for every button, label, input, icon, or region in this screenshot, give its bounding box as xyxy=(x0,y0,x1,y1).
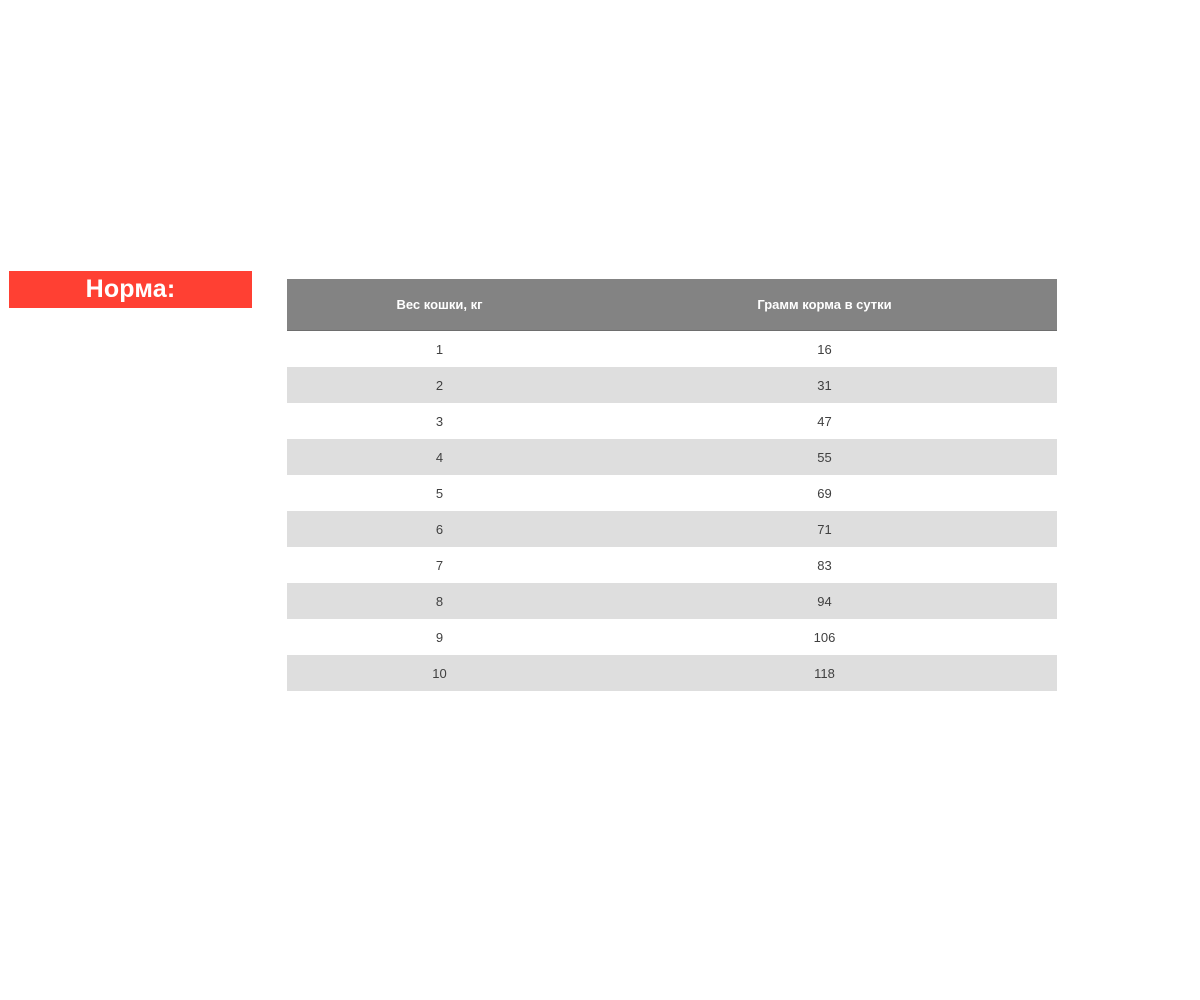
table-row xyxy=(287,331,1057,368)
grams-cell: 83 xyxy=(592,547,1057,583)
grams-cell: 118 xyxy=(592,655,1057,691)
weight-cell: 1 xyxy=(287,331,592,368)
table-row xyxy=(287,619,1057,655)
table-row xyxy=(287,367,1057,403)
table-row xyxy=(287,475,1057,511)
table-row xyxy=(287,655,1057,691)
grams-cell: 16 xyxy=(592,331,1057,368)
weight-cell: 6 xyxy=(287,511,592,547)
table-row xyxy=(287,403,1057,439)
grams-cell: 47 xyxy=(592,403,1057,439)
grams-cell: 94 xyxy=(592,583,1057,619)
table-row xyxy=(287,511,1057,547)
weight-cell: 8 xyxy=(287,583,592,619)
weight-cell: 9 xyxy=(287,619,592,655)
column-header-grams: Грамм корма в сутки xyxy=(592,279,1057,331)
grams-cell: 55 xyxy=(592,439,1057,475)
grams-cell: 71 xyxy=(592,511,1057,547)
table-row xyxy=(287,583,1057,619)
weight-cell: 10 xyxy=(287,655,592,691)
weight-cell: 5 xyxy=(287,475,592,511)
weight-cell: 3 xyxy=(287,403,592,439)
grams-cell: 106 xyxy=(592,619,1057,655)
weight-cell: 2 xyxy=(287,367,592,403)
section-label: Норма: xyxy=(9,271,252,308)
grams-cell: 69 xyxy=(592,475,1057,511)
column-header-weight: Вес кошки, кг xyxy=(287,279,592,331)
table-row xyxy=(287,439,1057,475)
table-row xyxy=(287,547,1057,583)
grams-cell: 31 xyxy=(592,367,1057,403)
feeding-norm-table xyxy=(287,279,1057,691)
weight-cell: 4 xyxy=(287,439,592,475)
weight-cell: 7 xyxy=(287,547,592,583)
table-header-row xyxy=(287,279,1057,331)
